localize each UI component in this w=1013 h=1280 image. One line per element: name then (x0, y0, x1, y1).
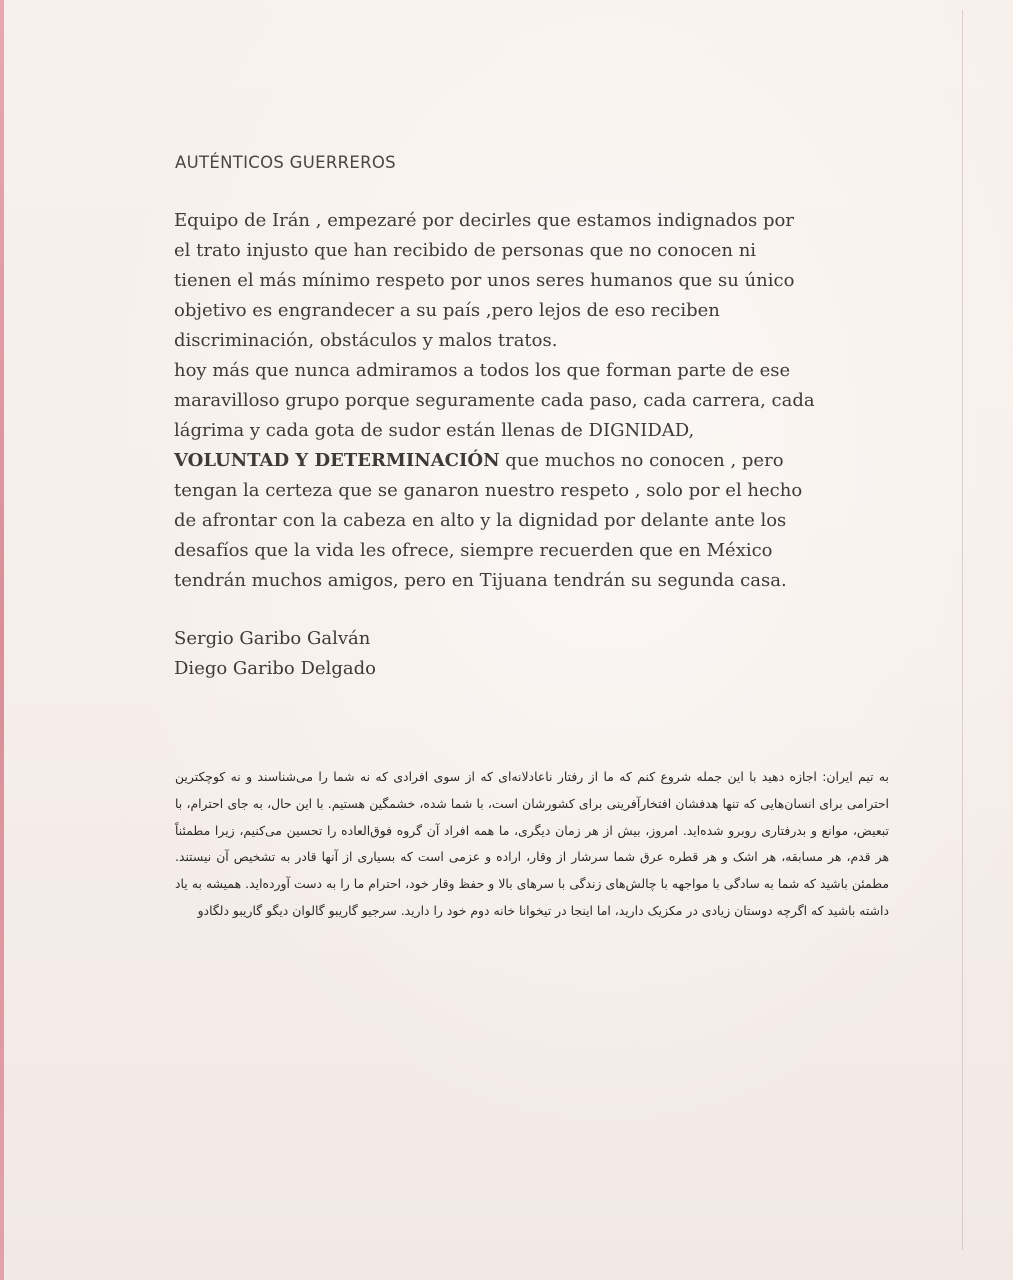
signature-name: Diego Garibo Delgado (174, 658, 376, 679)
signature-name: Sergio Garibo Galván (174, 628, 371, 649)
body-line: desafíos que la vida les ofrece, siempre recuerden que en México (174, 540, 773, 561)
emphasis-text: VOLUNTAD Y DETERMINACIÓN (174, 450, 500, 471)
body-line: tendrán muchos amigos, pero en Tijuana tendrán su segunda casa. (174, 570, 787, 591)
paper-fold-line (962, 10, 963, 1250)
body-line-emphasis (174, 446, 874, 476)
body-line: hoy más que nunca admiramos a todos los que forman parte de ese (174, 360, 791, 381)
body-line: el trato injusto que han recibido de personas que no conocen ni (174, 240, 757, 261)
document-title: AUTÉNTICOS GUERREROS (175, 153, 396, 172)
body-line: de afrontar con la cabeza en alto y la dignidad por delante ante los (174, 510, 787, 531)
persian-translation: به تیم ایران: اجازه دهید با این جمله شروع کنم که ما از رفتار ناعادلانه‌ای که از سوی افرادی که نه شما را می‌شناسند و نه کوچکترین احترامی برای انسان‌هایی که تنها هدفشان افتخارآفرینی برای کشورشان است، با شما شده، خشمگین هستیم. با این حال، به جای احترام، با تبعیض، موانع و بدرفتاری روبرو شده‌اید. امروز، بیش از هر زمان دیگری، ما همه افراد آن گروه فوق‌العاده را تحسین می‌کنیم، زیرا مطمئناً هر قدم، هر مسابقه، هر اشک و هر قطره عرق شما سرشار از وقار، اراده و عزمی است که بسیاری از آنها قادر به تشخیص آن نیستند. مطمئن باشید که شما به سادگی با مواجهه با چالش‌های زندگی با سرهای بالا و حفظ وقار خود، احترام ما را به دست آورده‌اید. همیشه به یاد داشته باشید که اگرچه دوستان زیادی در مکزیک دارید، اما اینجا در تیخوانا خانه دوم خود را دارید. سرجیو گاریبو گالوان دیگو گاریبو دلگادو (175, 769, 889, 918)
body-line: tengan la certeza que se ganaron nuestro respeto , solo por el hecho (174, 480, 803, 501)
body-line: objetivo es engrandecer a su país ,pero lejos de eso reciben (174, 300, 720, 321)
body-line: Equipo de Irán , empezaré por decirles que estamos indignados por (174, 210, 794, 231)
pink-folder-edge (0, 0, 4, 1280)
body-line: lágrima y cada gota de sudor están llenas de DIGNIDAD, (174, 420, 695, 441)
signature-block (174, 624, 376, 684)
body-line: maravilloso grupo porque seguramente cada paso, cada carrera, cada (174, 390, 815, 411)
body-line: discriminación, obstáculos y malos tratos. (174, 330, 558, 351)
spanish-letter-body (174, 206, 874, 596)
body-line: tienen el más mínimo respeto por unos seres humanos que su único (174, 270, 795, 291)
emphasis-line-rest: que muchos no conocen , pero (499, 450, 784, 471)
